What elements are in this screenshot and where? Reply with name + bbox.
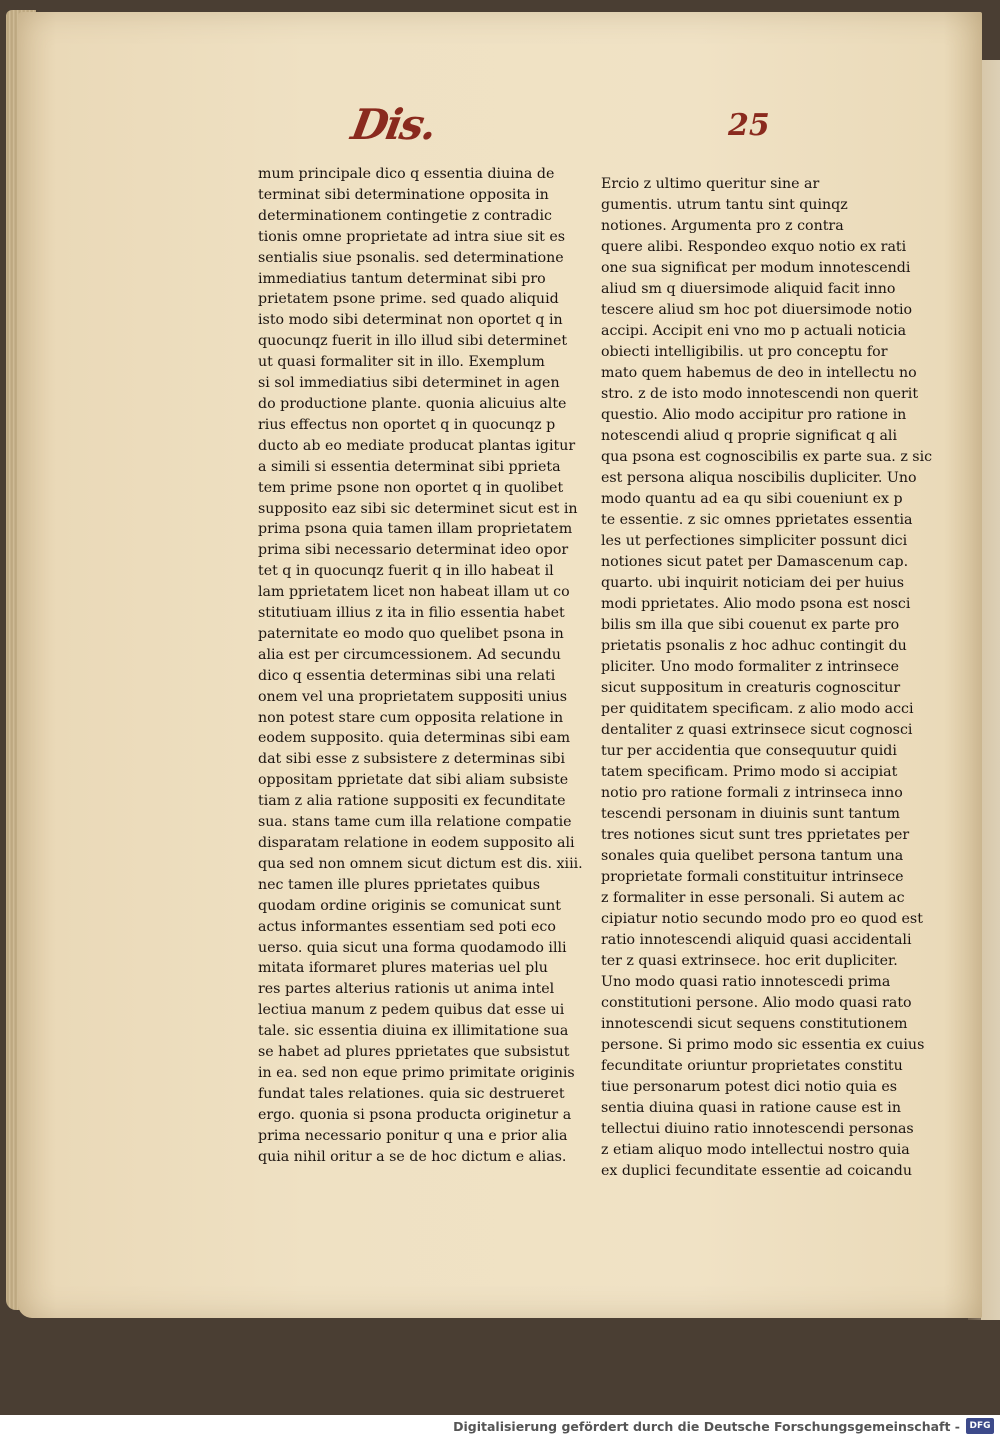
text-line: tet q in quocunqz fuerit q in illo habeat il <box>258 563 554 580</box>
text-line: tellectui diuino ratio innotescendi personas <box>601 1121 914 1137</box>
text-line: prima psona quia tamen illam proprietatem <box>258 521 573 538</box>
text-line: mitata iformaret plures materias uel plu <box>258 960 548 977</box>
text-line: gumentis. utrum tantu sint quinqz <box>601 197 848 213</box>
text-line: quodam ordine originis se comunicat sunt <box>258 897 562 914</box>
text-line: Ercio z ultimo queritur sine ar <box>601 176 820 192</box>
text-line: ratio innotescendi aliquid quasi accidentali <box>601 932 912 948</box>
text-line: constitutioni persone. Alio modo quasi rato <box>601 995 912 1011</box>
text-line: paternitate eo modo quo quelibet psona in <box>258 625 564 642</box>
text-line: sonales quia quelibet persona tantum una <box>601 848 904 864</box>
rubric-heading-left: Dis. <box>347 100 439 149</box>
text-line: ergo. quonia si psona producta originetur a <box>258 1106 572 1123</box>
text-line: mato quem habemus de deo in intellectu no <box>601 365 917 381</box>
text-line: quia nihil oritur a se de hoc dictum e alias. <box>258 1148 567 1165</box>
text-line: one sua significat per modum innotescendi <box>601 260 911 276</box>
text-line: a simili si essentia determinat sibi pprieta <box>258 458 561 475</box>
text-line: accipi. Accipit eni vno mo p actuali noticia <box>601 323 907 339</box>
text-line: sua. stans tame cum illa relatione compatie <box>258 814 572 831</box>
text-line: immediatius tantum determinat sibi pro <box>258 270 546 287</box>
text-line: proprietate formali constituitur intrinsece <box>601 869 904 885</box>
footer-credit: Digitalisierung gefördert durch die Deutsche Forschungsgemeinschaft - <box>453 1419 960 1434</box>
rubric-folio-number: 25 <box>728 108 770 143</box>
text-line: persone. Si primo modo sic essentia ex cuius <box>601 1037 925 1053</box>
text-line: prima necessario ponitur q una e prior alia <box>258 1127 568 1144</box>
left-text-column <box>258 164 583 1168</box>
text-line: obiecti intelligibilis. ut pro conceptu for <box>601 344 888 360</box>
text-line: actus informantes essentiam sed poti eco <box>258 918 556 935</box>
dfg-logo: DFG <box>966 1418 994 1434</box>
text-line: est persona aliqua noscibilis dupliciter. Uno <box>601 470 917 486</box>
text-line: innotescendi sicut sequens constitutionem <box>601 1016 908 1032</box>
footer-bar <box>0 1415 1000 1441</box>
text-line: onem vel una proprietatem suppositi unius <box>258 688 568 705</box>
text-line: oppositam pprietate dat sibi aliam subsiste <box>258 772 569 789</box>
text-line: sentialis siue psonalis. sed determinatione <box>258 249 564 266</box>
text-line: fecunditate oriuntur proprietates constitu <box>601 1058 903 1074</box>
text-line: cipiatur notio secundo modo pro eo quod est <box>601 911 923 927</box>
text-line: Uno modo quasi ratio innotescedi prima <box>601 974 891 990</box>
text-line: eodem supposito. quia determinas sibi eam <box>258 730 571 747</box>
text-line: res partes alterius rationis ut anima intel <box>258 981 555 998</box>
text-line: bilis sm illa que sibi couenut ex parte pro <box>601 617 900 633</box>
text-line: se habet ad plures pprietates que subsistut <box>258 1044 570 1061</box>
text-line: tale. sic essentia diuina ex illimitatione sua <box>258 1023 569 1040</box>
text-line: lam pprietatem licet non habeat illam ut co <box>258 584 570 601</box>
text-line: notiones sicut patet per Damascenum cap. <box>601 554 909 570</box>
text-line: les ut perfectiones simpliciter possunt dici <box>601 533 908 549</box>
text-line: quocunqz fuerit in illo illud sibi determinet <box>258 333 568 350</box>
text-line: z formaliter in esse personali. Si autem ac <box>601 890 905 906</box>
text-line: tur per accidentia que consequutur quidi <box>601 743 897 759</box>
text-line: fundat tales relationes. quia sic destrueret <box>258 1085 565 1102</box>
text-line: dentaliter z quasi extrinsece sicut cognosci <box>601 722 913 738</box>
text-line: te essentie. z sic omnes pprietates essentia <box>601 512 913 528</box>
text-line: tiam z alia ratione suppositi ex fecunditate <box>258 793 566 810</box>
text-line: terminat sibi determinatione opposita in <box>258 186 549 203</box>
text-line: qua sed non omnem sicut dictum est dis. xiii. <box>258 855 583 872</box>
text-line: mum principale dico q essentia diuina de <box>258 166 555 182</box>
text-line: alia est per circumcessionem. Ad secundu <box>258 646 561 663</box>
text-line: aliud sm q diuersimode aliquid facit inno <box>601 281 896 297</box>
text-line: dico q essentia determinas sibi una relati <box>258 667 556 684</box>
text-line: quere alibi. Respondeo exquo notio ex rati <box>601 239 907 255</box>
text-line: qua psona est cognoscibilis ex parte sua. z sic <box>601 449 933 465</box>
text-line: nec tamen ille plures pprietates quibus <box>258 876 541 893</box>
text-line: isto modo sibi determinat non oportet q in <box>258 312 563 329</box>
text-line: ducto ab eo mediate producat plantas igitur <box>258 437 576 454</box>
text-line: determinationem contingetie z contradic <box>258 207 552 224</box>
text-line: tescendi personam in diuinis sunt tantum <box>601 806 900 822</box>
text-line: dat sibi esse z subsistere z determinas sibi <box>258 751 566 768</box>
text-line: do productione plante. quonia alicuius alte <box>258 395 567 412</box>
text-line: uerso. quia sicut una forma quodamodo illi <box>258 939 567 956</box>
text-line: notescendi aliud q proprie significat q ali <box>601 428 898 444</box>
text-line: modi pprietates. Alio modo psona est nosci <box>601 596 911 612</box>
text-line: per quiditatem specificam. z alio modo acci <box>601 701 914 717</box>
text-line: quarto. ubi inquirit noticiam dei per huius <box>601 575 905 591</box>
text-line: prietatem psone prime. sed quado aliquid <box>258 291 559 308</box>
text-line: ut quasi formaliter sit in illo. Exemplum <box>258 354 545 371</box>
text-line: sicut suppositum in creaturis cognoscitur <box>601 680 901 696</box>
text-line: in ea. sed non eque primo primitate originis <box>258 1064 575 1081</box>
text-line: notiones. Argumenta pro z contra <box>601 218 844 234</box>
text-line: stitutiuam illius z ita in filio essentia habet <box>258 605 565 622</box>
text-line: notio pro ratione formali z intrinseca inno <box>601 785 903 801</box>
text-line: modo quantu ad ea qu sibi coueniunt ex p <box>601 491 903 507</box>
text-line: non potest stare cum opposita relatione in <box>258 709 564 726</box>
text-line: pliciter. Uno modo formaliter z intrinsece <box>601 659 900 675</box>
text-line: tatem specificam. Primo modo si accipiat <box>601 764 898 780</box>
text-line: tionis omne proprietate ad intra siue sit es <box>258 228 565 245</box>
text-line: questio. Alio modo accipitur pro ratione in <box>601 407 907 423</box>
text-line: lectiua manum z pedem quibus dat esse ui <box>258 1002 565 1019</box>
text-line: z etiam aliquo modo intellectui nostro quia <box>601 1142 910 1158</box>
text-line: tres notiones sicut sunt tres pprietates per <box>601 827 910 843</box>
right-text-column <box>601 174 933 1182</box>
text-line: sentia diuina quasi in ratione cause est in <box>601 1100 901 1116</box>
text-line: tescere aliud sm hoc pot diuersimode notio <box>601 302 913 318</box>
text-line: stro. z de isto modo innotescendi non querit <box>601 386 919 402</box>
text-line: prietatis psonalis z hoc adhuc contingit du <box>601 638 907 654</box>
text-line: tiue personarum potest dici notio quia es <box>601 1079 898 1095</box>
text-line: rius effectus non oportet q in quocunqz p <box>258 416 556 433</box>
text-line: supposito eaz sibi sic determinet sicut est in <box>258 500 578 517</box>
text-line: tem prime psone non oportet q in quolibet <box>258 479 564 496</box>
text-line: ter z quasi extrinsece. hoc erit dupliciter. <box>601 953 898 969</box>
text-line: prima sibi necessario determinat ideo opor <box>258 542 569 559</box>
text-line: si sol immediatius sibi determinet in agen <box>258 375 560 392</box>
text-line: disparatam relatione in eodem supposito ali <box>258 835 575 851</box>
text-line: ex duplici fecunditate essentie ad coicandu <box>601 1163 913 1179</box>
